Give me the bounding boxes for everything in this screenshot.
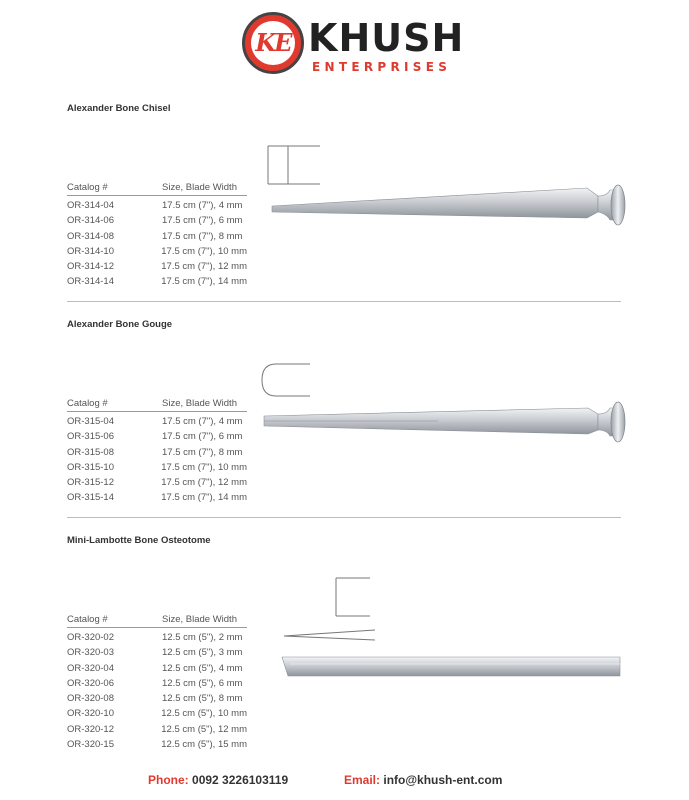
gouge-blade-profile-icon — [262, 364, 310, 396]
osteotome-blade-profile-icon — [336, 578, 370, 616]
logo-subtitle: ENTERPRISES — [312, 60, 452, 74]
table-row: OR-315-06 17.5 cm (7"), 6 mm — [67, 431, 243, 443]
col-catalog-header: Catalog # — [67, 182, 108, 193]
osteotome-side-profile-icon — [284, 630, 375, 640]
col-size-header: Size, Blade Width — [162, 398, 237, 409]
table-row: OR-320-10 12.5 cm (5"), 10 mm — [67, 708, 247, 720]
table-row: OR-320-12 12.5 cm (5"), 12 mm — [67, 723, 247, 735]
phone-label: Phone: — [148, 773, 189, 787]
email-address[interactable]: info@khush-ent.com — [383, 773, 503, 787]
chisel-blade-profile-icon — [268, 146, 320, 184]
section-title-chisel: Alexander Bone Chisel — [67, 103, 171, 114]
table-header — [67, 398, 247, 412]
footer-phone — [148, 773, 288, 787]
chisel-illustration — [262, 140, 632, 230]
table-row: OR-315-10 17.5 cm (7"), 10 mm — [67, 461, 247, 473]
table-row: OR-314-08 17.5 cm (7"), 8 mm — [67, 230, 243, 242]
section-title-gouge: Alexander Bone Gouge — [67, 319, 173, 330]
logo-title: KHUSH — [308, 16, 465, 60]
osteotome-illustration — [280, 574, 625, 684]
table-header — [67, 182, 247, 196]
catalog-table-gouge — [67, 398, 247, 506]
table-row: OR-315-08 17.5 cm (7"), 8 mm — [67, 446, 243, 458]
logo-monogram: KE — [255, 28, 291, 57]
table-row: OR-315-04 17.5 cm (7"), 4 mm — [67, 416, 243, 427]
table-header — [67, 614, 247, 628]
col-catalog-header: Catalog # — [67, 398, 108, 409]
col-size-header: Size, Blade Width — [162, 614, 237, 625]
company-logo — [242, 12, 465, 80]
logo-emblem — [242, 12, 304, 74]
table-row: OR-320-02 12.5 cm (5"), 2 mm — [67, 632, 243, 643]
table-row: OR-320-06 12.5 cm (5"), 6 mm — [67, 677, 243, 689]
col-catalog-header: Catalog # — [67, 614, 108, 625]
phone-number[interactable]: 0092 3226103119 — [192, 773, 289, 787]
table-row: OR-320-04 12.5 cm (5"), 4 mm — [67, 662, 243, 674]
table-row: OR-314-14 17.5 cm (7"), 14 mm — [67, 276, 247, 288]
table-row: OR-320-08 12.5 cm (5"), 8 mm — [67, 693, 243, 705]
table-row: OR-315-12 17.5 cm (7"), 12 mm — [67, 477, 247, 489]
catalog-table-osteotome — [67, 614, 247, 752]
table-row: OR-314-06 17.5 cm (7"), 6 mm — [67, 215, 243, 227]
footer-email — [344, 773, 502, 787]
catalog-table-chisel — [67, 182, 247, 290]
email-label: Email: — [344, 773, 381, 787]
section-divider — [67, 301, 621, 302]
table-row: OR-314-12 17.5 cm (7"), 12 mm — [67, 261, 247, 273]
gouge-illustration — [258, 358, 632, 448]
table-row: OR-314-04 17.5 cm (7"), 4 mm — [67, 200, 243, 211]
table-row: OR-315-14 17.5 cm (7"), 14 mm — [67, 492, 247, 504]
section-divider — [67, 517, 621, 518]
table-row: OR-320-03 12.5 cm (5"), 3 mm — [67, 647, 243, 659]
col-size-header: Size, Blade Width — [162, 182, 237, 193]
table-row: OR-314-10 17.5 cm (7"), 10 mm — [67, 245, 247, 257]
table-row: OR-320-15 12.5 cm (5"), 15 mm — [67, 739, 247, 751]
section-title-osteotome: Mini-Lambotte Bone Osteotome — [67, 535, 211, 546]
